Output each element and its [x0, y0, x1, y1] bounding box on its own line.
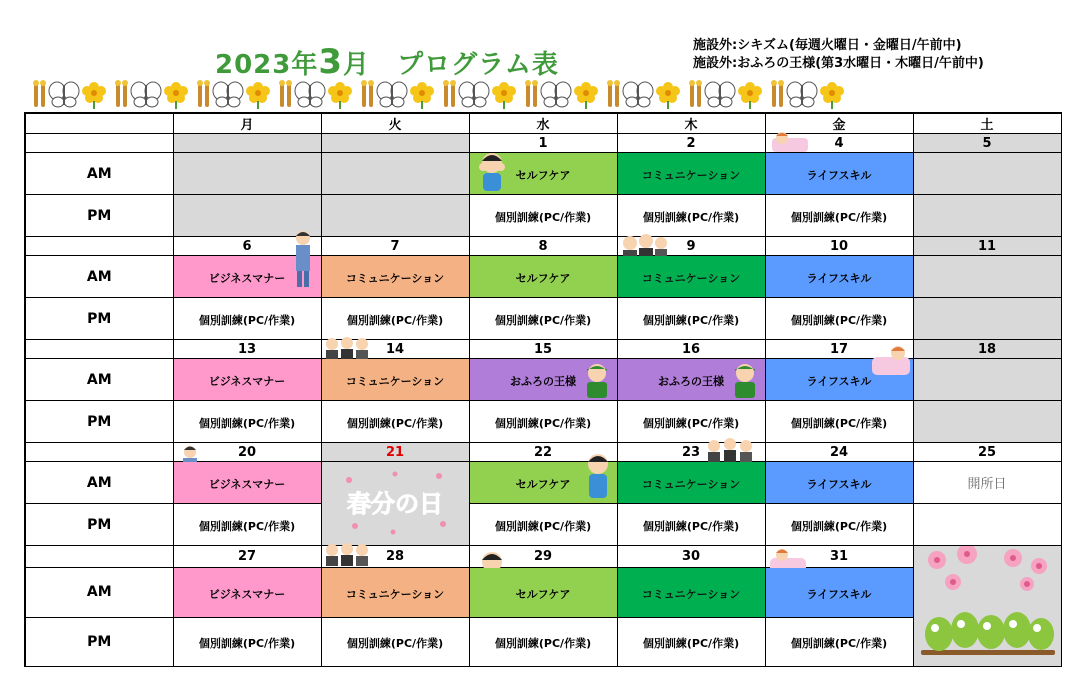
activity-life-skill: ライフスキル [765, 359, 913, 401]
border-motif [196, 79, 272, 109]
activity-communication: コミュニケーション [321, 359, 469, 401]
activity-self-care: セルフケア [469, 462, 617, 504]
sleeping-person-icon [870, 341, 912, 379]
activity-self-care: セルフケア [469, 568, 617, 617]
pm-label: PM [25, 504, 173, 546]
date-cell: 29 [469, 546, 617, 568]
am-label: AM [25, 153, 173, 195]
date-cell: 10 [765, 237, 913, 256]
activity-individual: 個別訓練(PC/作業) [765, 617, 913, 666]
date-cell: 20 [173, 443, 321, 462]
closed-cell [913, 153, 1061, 195]
activity-communication: コミュニケーション [617, 462, 765, 504]
date-cell: 16 [617, 340, 765, 359]
activity-communication: コミュニケーション [617, 256, 765, 298]
bamboo-icon [196, 79, 212, 109]
closed-cell [321, 195, 469, 237]
worker-person-icon [582, 361, 612, 399]
date-row-spacer [25, 134, 173, 153]
activity-individual: 個別訓練(PC/作業) [617, 504, 765, 546]
activity-communication: コミュニケーション [321, 568, 469, 617]
am-label: AM [25, 462, 173, 504]
activity-bath-king: おふろの王様 [617, 359, 765, 401]
header-blank [25, 113, 173, 134]
activity-life-skill: ライフスキル [765, 462, 913, 504]
border-motif [114, 79, 190, 109]
activity-business-manner: ビジネスマナー [173, 359, 321, 401]
activity-individual: 個別訓練(PC/作業) [765, 504, 913, 546]
border-motif [442, 79, 518, 109]
activity-individual: 個別訓練(PC/作業) [617, 617, 765, 666]
open-day-cell: 開所日 [913, 462, 1061, 504]
closed-cell [913, 401, 1061, 443]
pm-label: PM [25, 298, 173, 340]
activity-business-manner: ビジネスマナー [173, 256, 321, 298]
bamboo-icon [114, 79, 130, 109]
border-motif [278, 79, 354, 109]
date-row-spacer [25, 340, 173, 359]
closed-cell [913, 256, 1061, 298]
flower-icon [326, 79, 354, 109]
person-cheering-icon [582, 450, 614, 502]
activity-individual: 個別訓練(PC/作業) [617, 298, 765, 340]
closed-cell [913, 195, 1061, 237]
activity-business-manner: ビジネスマナー [173, 462, 321, 504]
date-cell: 6 [173, 237, 321, 256]
date-cell: 5 [913, 134, 1061, 153]
butterfly-icon [622, 79, 654, 109]
activity-individual: 個別訓練(PC/作業) [617, 401, 765, 443]
butterfly-icon [786, 79, 818, 109]
butterfly-icon [376, 79, 408, 109]
bamboo-icon [360, 79, 376, 109]
offsite-note: 施設外:おふろの王様(第3水曜日・木曜日/午前中) [693, 56, 984, 71]
date-cell: 9 [617, 237, 765, 256]
flower-icon [490, 79, 518, 109]
pm-label: PM [25, 195, 173, 237]
activity-individual: 個別訓練(PC/作業) [765, 401, 913, 443]
blank-cell [913, 504, 1061, 546]
activity-individual: 個別訓練(PC/作業) [765, 195, 913, 237]
bamboo-icon [32, 79, 48, 109]
group-people-icon [322, 336, 370, 360]
closed-cell [913, 359, 1061, 401]
activity-life-skill: ライフスキル [765, 256, 913, 298]
bamboo-icon [688, 79, 704, 109]
date-cell: 8 [469, 237, 617, 256]
date-row-spacer [25, 546, 173, 568]
bamboo-icon [770, 79, 786, 109]
activity-individual: 個別訓練(PC/作業) [321, 401, 469, 443]
date-row-spacer [25, 443, 173, 462]
date-cell: 7 [321, 237, 469, 256]
date-cell: 18 [913, 340, 1061, 359]
flower-icon [80, 79, 108, 109]
holiday-banner [335, 466, 455, 538]
program-calendar [24, 112, 1062, 667]
date-cell: 15 [469, 340, 617, 359]
person-cheering-icon [476, 149, 508, 193]
holiday-label: 春分の日 [347, 489, 443, 518]
butterfly-icon [294, 79, 326, 109]
am-label: AM [25, 568, 173, 617]
date-cell: 4 [765, 134, 913, 153]
flower-icon [818, 79, 846, 109]
border-motif [360, 79, 436, 109]
decorative-border [32, 78, 1052, 110]
border-motif [770, 79, 846, 109]
holiday-cell [321, 462, 469, 546]
activity-individual: 個別訓練(PC/作業) [173, 298, 321, 340]
activity-self-care: セルフケア [469, 256, 617, 298]
butterfly-icon [48, 79, 80, 109]
date-cell: 23 [617, 443, 765, 462]
bamboo-icon [606, 79, 622, 109]
sleeping-person-icon [770, 130, 810, 154]
weekday-fri: 金 [765, 113, 913, 134]
date-cell: 27 [173, 546, 321, 568]
activity-individual: 個別訓練(PC/作業) [469, 298, 617, 340]
flower-icon [408, 79, 436, 109]
bamboo-icon [278, 79, 294, 109]
offsite-note: 施設外:シキズム(毎週火曜日・金曜日/午前中) [693, 38, 962, 53]
date-cell: 22 [469, 443, 617, 462]
activity-individual: 個別訓練(PC/作業) [321, 617, 469, 666]
activity-individual: 個別訓練(PC/作業) [469, 617, 617, 666]
butterfly-icon [540, 79, 572, 109]
activity-life-skill: ライフスキル [765, 153, 913, 195]
closed-cell [173, 153, 321, 195]
activity-individual: 個別訓練(PC/作業) [469, 401, 617, 443]
border-motif [688, 79, 764, 109]
date-cell: 13 [173, 340, 321, 359]
date-row-spacer [25, 237, 173, 256]
date-cell: 17 [765, 340, 913, 359]
am-label: AM [25, 359, 173, 401]
page-title: 2023年3月 プログラム表 [215, 42, 559, 82]
closed-cell [913, 298, 1061, 340]
activity-self-care: セルフケア [469, 153, 617, 195]
flower-icon [244, 79, 272, 109]
border-motif [32, 79, 108, 109]
date-cell: 28 [321, 546, 469, 568]
group-people-icon [322, 542, 370, 566]
bamboo-icon [442, 79, 458, 109]
activity-business-manner: ビジネスマナー [173, 568, 321, 617]
bamboo-icon [524, 79, 540, 109]
date-cell: 24 [765, 443, 913, 462]
activity-communication: コミュニケーション [321, 256, 469, 298]
weekday-thu: 木 [617, 113, 765, 134]
offsite-notes [693, 37, 984, 73]
activity-individual: 個別訓練(PC/作業) [469, 195, 617, 237]
activity-communication: コミュニケーション [617, 153, 765, 195]
date-cell: 31 [765, 546, 913, 568]
activity-individual: 個別訓練(PC/作業) [321, 298, 469, 340]
closed-cell [321, 153, 469, 195]
date-cell [321, 134, 469, 153]
flower-icon [654, 79, 682, 109]
pm-label: PM [25, 401, 173, 443]
weekday-sat: 土 [913, 113, 1061, 134]
am-label: AM [25, 256, 173, 298]
date-cell: 11 [913, 237, 1061, 256]
date-cell: 2 [617, 134, 765, 153]
activity-individual: 個別訓練(PC/作業) [173, 401, 321, 443]
flower-icon [162, 79, 190, 109]
activity-individual: 個別訓練(PC/作業) [617, 195, 765, 237]
date-cell: 25 [913, 443, 1061, 462]
flower-icon [572, 79, 600, 109]
butterfly-icon [212, 79, 244, 109]
date-cell: 1 [469, 134, 617, 153]
activity-individual: 個別訓練(PC/作業) [469, 504, 617, 546]
border-motif [524, 79, 600, 109]
date-cell: 30 [617, 546, 765, 568]
activity-individual: 個別訓練(PC/作業) [765, 298, 913, 340]
spring-illustration-cell [913, 546, 1061, 667]
activity-individual: 個別訓練(PC/作業) [173, 617, 321, 666]
date-cell-holiday: 21 [321, 443, 469, 462]
activity-bath-king: おふろの王様 [469, 359, 617, 401]
weekday-wed: 水 [469, 113, 617, 134]
flower-icon [736, 79, 764, 109]
date-cell: 14 [321, 340, 469, 359]
butterfly-icon [704, 79, 736, 109]
date-cell [173, 134, 321, 153]
spring-birds-illustration [917, 546, 1057, 666]
businessman-icon [292, 230, 314, 290]
butterfly-icon [458, 79, 490, 109]
weekday-tue: 火 [321, 113, 469, 134]
activity-individual: 個別訓練(PC/作業) [173, 504, 321, 546]
pm-label: PM [25, 617, 173, 666]
activity-life-skill: ライフスキル [765, 568, 913, 617]
weekday-mon: 月 [173, 113, 321, 134]
activity-communication: コミュニケーション [617, 568, 765, 617]
border-motif [606, 79, 682, 109]
butterfly-icon [130, 79, 162, 109]
worker-person-icon [730, 361, 760, 399]
